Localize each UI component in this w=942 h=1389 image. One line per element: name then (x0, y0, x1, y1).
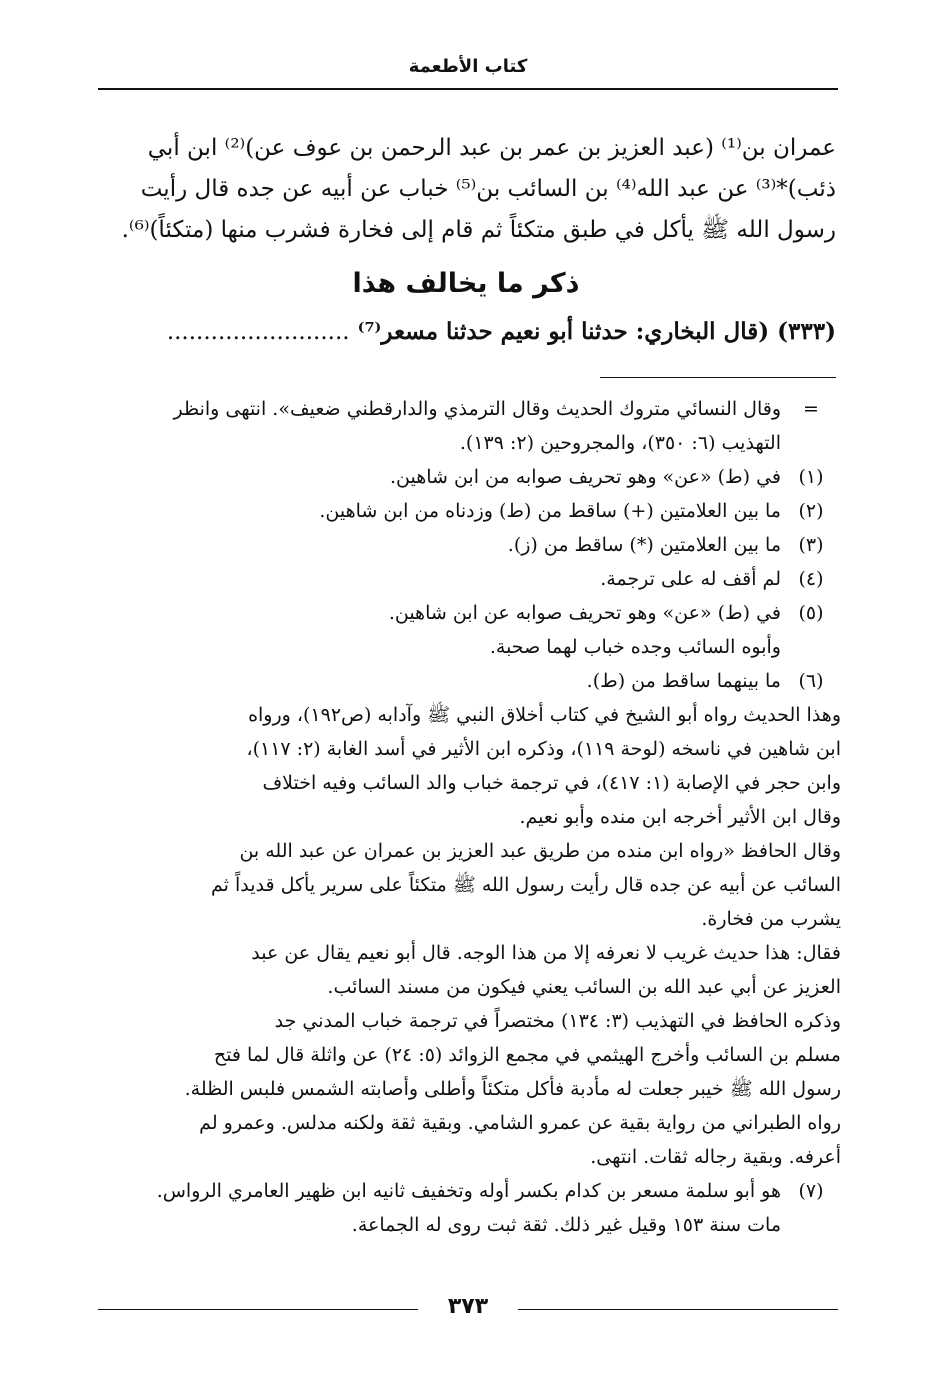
page-footer (98, 1294, 838, 1324)
footnote-continued (96, 392, 841, 460)
footnote-line: العزيز عن أبي عبد الله بن السائب يعني فيكون من مسند السائب. (327, 976, 841, 998)
footnote-line: وقال النسائي متروك الحديث وقال الترمذي والدارقطني ضعيف». انتهى وانظر (173, 398, 781, 420)
footnote-number: (٦) (798, 670, 824, 692)
footnote-paragraph (96, 936, 841, 1004)
footnote-3 (96, 528, 841, 562)
body-line: ذئب)*⁽³⁾ عن عبد الله⁽⁴⁾ بن السائب بن⁽⁵⁾ خباب عن أبيه عن جده قال رأيت (140, 176, 836, 202)
footnote-line: وذكره الحافظ في التهذيب (٣: ١٣٤) مختصراً في ترجمة خباب المدني جد (274, 1010, 841, 1032)
footnote-line: ما بينهما ساقط من (ط). (586, 670, 781, 692)
footnote-line: وهذا الحديث رواه أبو الشيخ في كتاب أخلاق النبي ﷺ وآدابه (ص١٩٢)، ورواه (248, 704, 841, 726)
running-head: كتاب الأطعمة (408, 56, 528, 77)
footnote-paragraph (96, 698, 841, 834)
footnote-line: وقال ابن الأثير أخرجه ابن منده وأبو نعيم. (519, 806, 841, 828)
footnote-7 (96, 1174, 841, 1242)
footnote-line: السائب عن أبيه عن جده قال رأيت رسول الله ﷺ متكئاً على سرير يأكل قديداً ثم (211, 874, 841, 896)
footnote-1 (96, 460, 841, 494)
header-rule (98, 88, 838, 90)
footnote-5 (96, 596, 841, 664)
footnote-line: رسول الله ﷺ خيبر جعلت له مأدبة فأكل متكئاً وأطلى وأصابته الشمس فلبس الظلة. (184, 1078, 841, 1100)
footnote-line: لم أقف له على ترجمة. (600, 568, 781, 590)
footnote-line: وابن حجر في الإصابة (١: ٤١٧)، في ترجمة خباب والد السائب وفيه اختلاف (262, 772, 841, 794)
hadith-text: (٣٣٣) (قال البخاري: حدثنا أبو نعيم حدثنا مسعر⁽⁷⁾ (357, 318, 836, 345)
footnote-separator (600, 377, 836, 378)
footnote-line: مات سنة ١٥٣ وقيل غير ذلك. ثقة ثبت روى له الجماعة. (351, 1214, 781, 1236)
footnote-number: = (803, 398, 819, 420)
footnote-line: مسلم بن السائب وأخرج الهيثمي في مجمع الزوائد (٥: ٢٤) عن واثلة قال لما فتح (213, 1044, 841, 1066)
footnote-paragraph (96, 834, 841, 936)
body-line: رسول الله ﷺ يأكل في طبق متكئاً ثم قام إلى فخارة فشرب منها (متكئاً)⁽⁶⁾. (121, 217, 836, 243)
page-number: ٣٧٣ (447, 1294, 489, 1319)
footnote-line: رواه الطبراني من رواية بقية عن عمرو الشامي. وبقية ثقة ولكنه مدلس. وعمرو لم (199, 1112, 841, 1134)
footnote-line: ابن شاهين في ناسخه (لوحة ١١٩)، وذكره ابن الأثير في أسد الغابة (٢: ١١٧)، (246, 738, 841, 760)
section-heading: ذكر ما يخالف هذا (352, 268, 580, 299)
footnote-number: (١) (798, 466, 824, 488)
footnote-line: وقال الحافظ «رواه ابن منده من طريق عبد العزيز بن عمران عن عبد الله بن (239, 840, 841, 862)
body-line: عمران بن⁽¹⁾ (عبد العزيز بن عمر بن عبد الرحمن بن عوف عن)⁽²⁾ ابن أبي (147, 135, 836, 161)
footnote-2 (96, 494, 841, 528)
footer-rule (518, 1309, 838, 1310)
footnote-line: التهذيب (٦: ٣٥٠)، والمجروحين (٢: ١٣٩). (459, 432, 781, 454)
footnote-line: يشرب من فخارة. (701, 908, 841, 930)
footnote-number: (٧) (798, 1180, 824, 1202)
hadith-line (96, 318, 836, 345)
footnote-number: (٣) (798, 534, 824, 556)
footnote-paragraph (96, 1004, 841, 1174)
footnote-4 (96, 562, 841, 596)
footnote-6 (96, 664, 841, 698)
footnote-line: فقال: هذا حديث غريب لا نعرفه إلا من هذا الوجه. قال أبو نعيم يقال عن عبد (251, 942, 841, 964)
main-text (96, 128, 836, 251)
footnotes (96, 392, 841, 1242)
footnote-line: في (ط) «عن» وهو تحريف صوابه من ابن شاهين. (389, 466, 781, 488)
footnote-number: (٢) (798, 500, 824, 522)
footnote-number: (٥) (798, 602, 824, 624)
footnote-line: ما بين العلامتين (*) ساقط من (ز). (507, 534, 781, 556)
continuation-dots: ......................... (166, 319, 350, 345)
footnote-line: في (ط) «عن» وهو تحريف صوابه عن ابن شاهين. (388, 602, 781, 624)
footnote-line: أعرفه. وبقية رجاله ثقات. انتهى. (590, 1146, 841, 1168)
footnote-line: هو أبو سلمة مسعر بن كدام بكسر أوله وتخفيف ثانيه ابن ظهير العامري الرواس. (156, 1180, 781, 1202)
footer-rule (98, 1309, 418, 1310)
footnote-number: (٤) (798, 568, 824, 590)
footnote-line: وأبوه السائب وجده خباب لهما صحبة. (489, 636, 781, 658)
footnote-line: ما بين العلامتين (+) ساقط من (ط) وزدناه من ابن شاهين. (319, 500, 781, 522)
